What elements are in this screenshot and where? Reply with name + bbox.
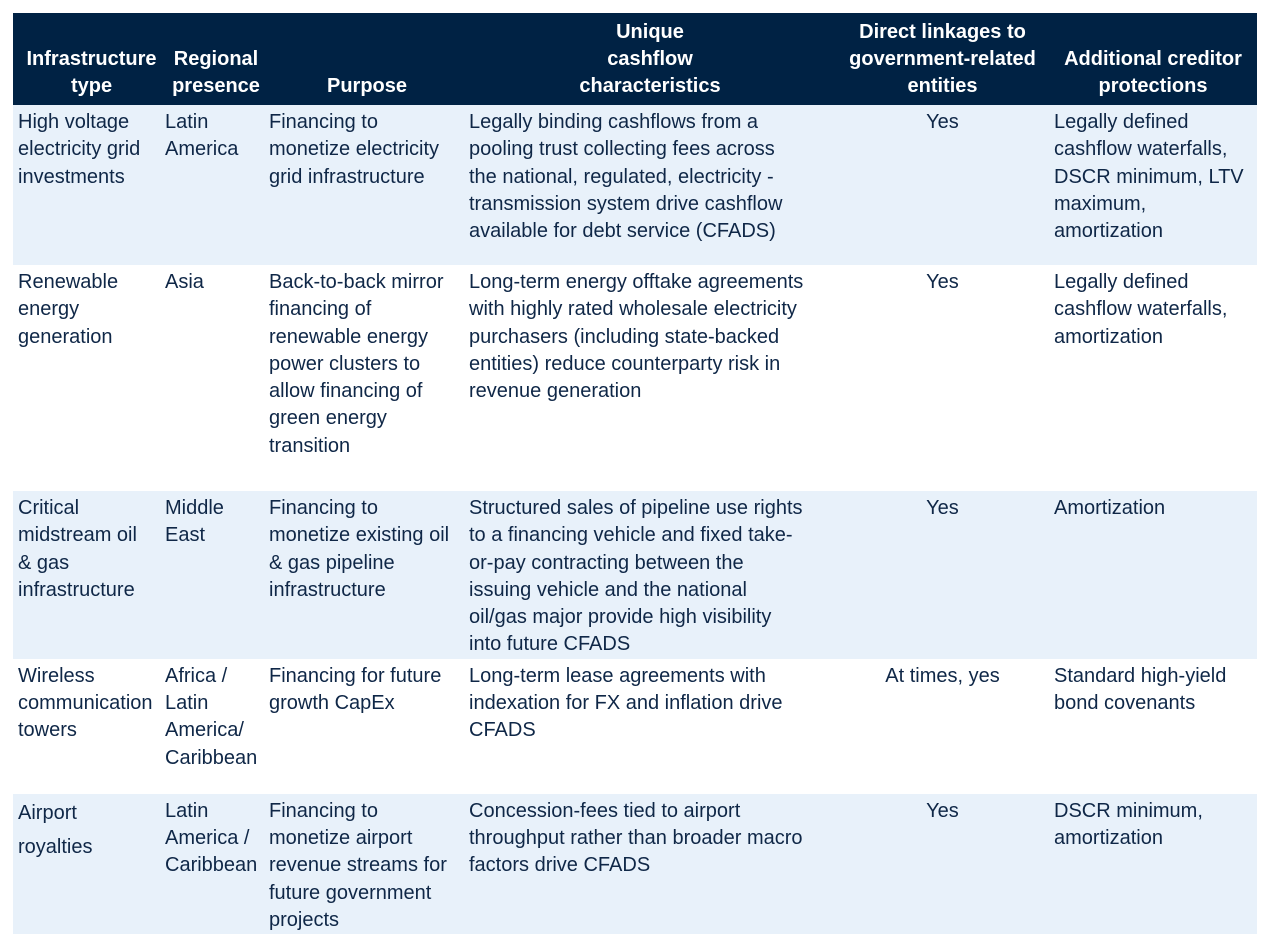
cell-purpose: Financing to monetize existing oil & gas pipeline infrastructure	[264, 491, 464, 659]
cell-purpose: Back-to-back mirror financing of renewable energy power clusters to allow financing of green energy transition	[264, 265, 464, 491]
cell-purpose: Financing for future growth CapEx	[264, 659, 464, 794]
cell-government-linkage: Yes	[836, 794, 1049, 934]
table-row	[13, 794, 1257, 934]
table-row	[13, 265, 1257, 491]
table-row	[13, 105, 1257, 265]
cell-infrastructure-type: High voltage electricity grid investments	[13, 105, 160, 265]
cell-infrastructure-type: Renewable energy generation	[13, 265, 160, 491]
header-infrastructure-type: Infrastructure type	[13, 13, 160, 105]
header-regional-presence: Regional presence	[160, 13, 264, 105]
cell-creditor-protections: Legally defined cashflow waterfalls, amortization	[1049, 265, 1257, 491]
table-row	[13, 491, 1257, 659]
cell-cashflow: Concession-fees tied to airport throughput rather than broader macro factors drive CFADS	[464, 794, 836, 934]
header-row	[13, 13, 1257, 105]
header-unique-cashflow: Unique cashflow characteristics	[464, 13, 836, 105]
header-creditor-protections: Additional creditor protections	[1049, 13, 1257, 105]
cell-purpose: Financing to monetize airport revenue streams for future government projects	[264, 794, 464, 934]
cell-creditor-protections: DSCR minimum, amortization	[1049, 794, 1257, 934]
cell-infrastructure-type: Critical midstream oil & gas infrastructure	[13, 491, 160, 659]
cell-infrastructure-type: Wireless communication towers	[13, 659, 160, 794]
cell-government-linkage: Yes	[836, 491, 1049, 659]
header-government-linkages: Direct linkages to government-related entities	[836, 13, 1049, 105]
infrastructure-comparison-table	[13, 13, 1257, 934]
cell-cashflow: Legally binding cashflows from a pooling trust collecting fees across the national, regulated, electricity -transmission system drive cashflow available for debt service (CFADS)	[464, 105, 836, 265]
cell-government-linkage: Yes	[836, 265, 1049, 491]
header-purpose: Purpose	[264, 13, 464, 105]
cell-regional-presence: Africa / Latin America/ Caribbean	[160, 659, 264, 794]
cell-government-linkage: Yes	[836, 105, 1049, 265]
cell-regional-presence: Asia	[160, 265, 264, 491]
cell-cashflow: Structured sales of pipeline use rights to a financing vehicle and fixed take-or-pay contracting between the issuing vehicle and the national oil/gas major provide high visibility into future CFADS	[464, 491, 836, 659]
cell-infrastructure-type: Airport royalties	[13, 794, 160, 934]
cell-purpose: Financing to monetize electricity grid infrastructure	[264, 105, 464, 265]
table-header	[13, 13, 1257, 105]
cell-regional-presence: Latin America / Caribbean	[160, 794, 264, 934]
cell-regional-presence: Middle East	[160, 491, 264, 659]
infrastructure-table-container	[13, 13, 1257, 934]
cell-regional-presence: Latin America	[160, 105, 264, 265]
table-row	[13, 659, 1257, 794]
cell-creditor-protections: Standard high-yield bond covenants	[1049, 659, 1257, 794]
cell-cashflow: Long-term lease agreements with indexation for FX and inflation drive CFADS	[464, 659, 836, 794]
cell-creditor-protections: Legally defined cashflow waterfalls, DSCR minimum, LTV maximum, amortization	[1049, 105, 1257, 265]
table-body	[13, 105, 1257, 934]
cell-government-linkage: At times, yes	[836, 659, 1049, 794]
cell-cashflow: Long-term energy offtake agreements with highly rated wholesale electricity purchasers (including state-backed entities) reduce counterparty risk in revenue generation	[464, 265, 836, 491]
cell-creditor-protections: Amortization	[1049, 491, 1257, 659]
